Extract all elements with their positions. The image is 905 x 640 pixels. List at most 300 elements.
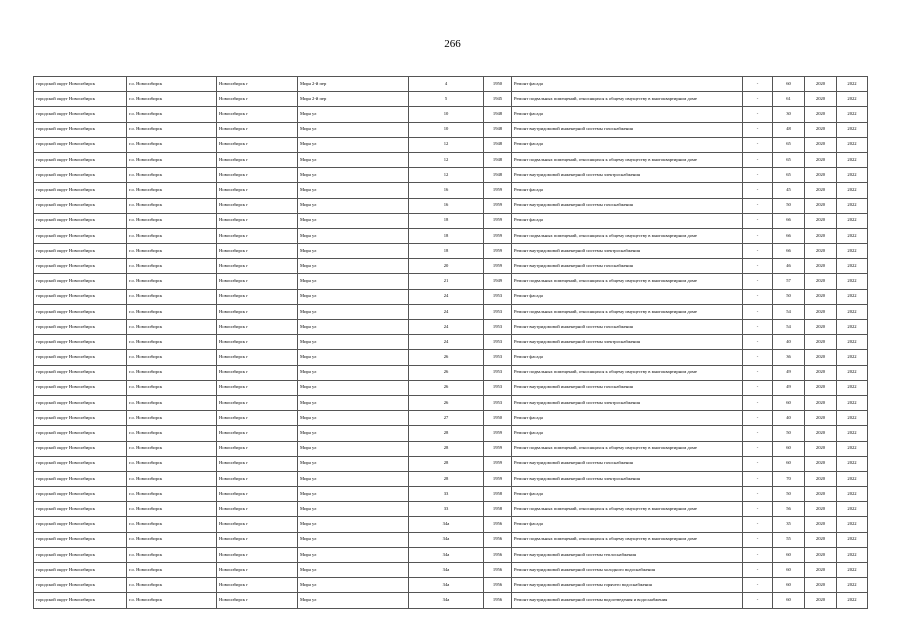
- work-type-cell: Ремонт фасада: [512, 137, 743, 152]
- street-cell: Мира ул: [298, 456, 409, 471]
- start-year-cell: 2020: [805, 578, 837, 593]
- work-type-cell: Ремонт подвальных помещений, относящихся к общему имуществу в многоквартирном доме: [512, 502, 743, 517]
- street-cell: Мира ул: [298, 320, 409, 335]
- table-row: [34, 320, 868, 335]
- municipality-cell: городской округ Новосибирск: [34, 487, 127, 502]
- city-cell: Новосибирск г: [217, 426, 298, 441]
- city-cell: Новосибирск г: [217, 578, 298, 593]
- year-built-cell: 1959: [484, 213, 512, 228]
- street-cell: Мира ул: [298, 411, 409, 426]
- start-year-cell: 2020: [805, 259, 837, 274]
- house-number-cell: 26: [409, 380, 484, 395]
- table-row: [34, 335, 868, 350]
- start-year-cell: 2020: [805, 289, 837, 304]
- house-number-cell: 34а: [409, 593, 484, 608]
- district-cell: г.о. Новосибирск: [127, 137, 217, 152]
- dash-cell: -: [743, 183, 773, 198]
- municipality-cell: городской округ Новосибирск: [34, 471, 127, 486]
- end-year-cell: 2022: [837, 487, 868, 502]
- district-cell: г.о. Новосибирск: [127, 380, 217, 395]
- street-cell: Мира ул: [298, 517, 409, 532]
- cost-cell: 55: [773, 532, 805, 547]
- table-row: [34, 289, 868, 304]
- work-type-cell: Ремонт подвальных помещений, относящихся к общему имуществу в многоквартирном доме: [512, 274, 743, 289]
- city-cell: Новосибирск г: [217, 137, 298, 152]
- city-cell: Новосибирск г: [217, 244, 298, 259]
- house-number-cell: 28: [409, 456, 484, 471]
- district-cell: г.о. Новосибирск: [127, 350, 217, 365]
- house-number-cell: 16: [409, 183, 484, 198]
- page-number: 266: [444, 38, 461, 50]
- table-row: [34, 395, 868, 410]
- district-cell: г.о. Новосибирск: [127, 395, 217, 410]
- year-built-cell: 1956: [484, 563, 512, 578]
- cost-cell: 61: [773, 92, 805, 107]
- end-year-cell: 2022: [837, 547, 868, 562]
- street-cell: Мира ул: [298, 168, 409, 183]
- street-cell: Мира ул: [298, 547, 409, 562]
- street-cell: Мира ул: [298, 183, 409, 198]
- house-number-cell: 34а: [409, 578, 484, 593]
- start-year-cell: 2020: [805, 320, 837, 335]
- cost-cell: 56: [773, 502, 805, 517]
- dash-cell: -: [743, 411, 773, 426]
- start-year-cell: 2020: [805, 517, 837, 532]
- end-year-cell: 2022: [837, 456, 868, 471]
- district-cell: г.о. Новосибирск: [127, 502, 217, 517]
- district-cell: г.о. Новосибирск: [127, 304, 217, 319]
- house-number-cell: 12: [409, 152, 484, 167]
- work-type-cell: Ремонт фасада: [512, 411, 743, 426]
- end-year-cell: 2022: [837, 441, 868, 456]
- district-cell: г.о. Новосибирск: [127, 471, 217, 486]
- municipality-cell: городской округ Новосибирск: [34, 593, 127, 608]
- end-year-cell: 2022: [837, 502, 868, 517]
- dash-cell: -: [743, 304, 773, 319]
- street-cell: Мира ул: [298, 244, 409, 259]
- cost-cell: 57: [773, 274, 805, 289]
- municipality-cell: городской округ Новосибирск: [34, 77, 127, 92]
- work-type-cell: Ремонт внутридомовой инженерной системы электроснабжения: [512, 335, 743, 350]
- table-row: [34, 471, 868, 486]
- city-cell: Новосибирск г: [217, 547, 298, 562]
- district-cell: г.о. Новосибирск: [127, 335, 217, 350]
- cost-cell: 35: [773, 517, 805, 532]
- table-row: [34, 137, 868, 152]
- municipality-cell: городской округ Новосибирск: [34, 441, 127, 456]
- city-cell: Новосибирск г: [217, 350, 298, 365]
- city-cell: Новосибирск г: [217, 441, 298, 456]
- house-number-cell: 26: [409, 350, 484, 365]
- street-cell: Мира ул: [298, 426, 409, 441]
- district-cell: г.о. Новосибирск: [127, 547, 217, 562]
- end-year-cell: 2022: [837, 213, 868, 228]
- municipality-cell: городской округ Новосибирск: [34, 502, 127, 517]
- cost-cell: 49: [773, 380, 805, 395]
- end-year-cell: 2022: [837, 137, 868, 152]
- city-cell: Новосибирск г: [217, 456, 298, 471]
- year-built-cell: 1949: [484, 274, 512, 289]
- start-year-cell: 2020: [805, 547, 837, 562]
- start-year-cell: 2020: [805, 168, 837, 183]
- cost-cell: 46: [773, 259, 805, 274]
- work-type-cell: Ремонт внутридомовой инженерной системы электроснабжения: [512, 168, 743, 183]
- municipality-cell: городской округ Новосибирск: [34, 122, 127, 137]
- dash-cell: -: [743, 259, 773, 274]
- cost-cell: 66: [773, 213, 805, 228]
- end-year-cell: 2022: [837, 380, 868, 395]
- municipality-cell: городской округ Новосибирск: [34, 137, 127, 152]
- end-year-cell: 2022: [837, 350, 868, 365]
- year-built-cell: 1959: [484, 198, 512, 213]
- district-cell: г.о. Новосибирск: [127, 168, 217, 183]
- year-built-cell: 1956: [484, 532, 512, 547]
- end-year-cell: 2022: [837, 426, 868, 441]
- end-year-cell: 2022: [837, 365, 868, 380]
- house-number-cell: 16: [409, 198, 484, 213]
- municipality-cell: городской округ Новосибирск: [34, 259, 127, 274]
- street-cell: Мира ул: [298, 259, 409, 274]
- municipality-cell: городской округ Новосибирск: [34, 335, 127, 350]
- work-type-cell: Ремонт подвальных помещений, относящихся к общему имуществу в многоквартирном доме: [512, 365, 743, 380]
- end-year-cell: 2022: [837, 228, 868, 243]
- house-number-cell: 10: [409, 122, 484, 137]
- cost-cell: 50: [773, 487, 805, 502]
- cost-cell: 70: [773, 471, 805, 486]
- table-row: [34, 563, 868, 578]
- work-type-cell: Ремонт внутридомовой инженерной системы газоснабжения: [512, 198, 743, 213]
- year-built-cell: 1956: [484, 593, 512, 608]
- start-year-cell: 2020: [805, 350, 837, 365]
- city-cell: Новосибирск г: [217, 487, 298, 502]
- dash-cell: -: [743, 487, 773, 502]
- repair-schedule-table: [33, 76, 868, 609]
- start-year-cell: 2020: [805, 411, 837, 426]
- start-year-cell: 2020: [805, 274, 837, 289]
- city-cell: Новосибирск г: [217, 502, 298, 517]
- street-cell: Мира ул: [298, 335, 409, 350]
- cost-cell: 36: [773, 350, 805, 365]
- municipality-cell: городской округ Новосибирск: [34, 532, 127, 547]
- cost-cell: 60: [773, 395, 805, 410]
- district-cell: г.о. Новосибирск: [127, 411, 217, 426]
- end-year-cell: 2022: [837, 517, 868, 532]
- district-cell: г.о. Новосибирск: [127, 152, 217, 167]
- start-year-cell: 2020: [805, 122, 837, 137]
- street-cell: Мира ул: [298, 304, 409, 319]
- year-built-cell: 1948: [484, 168, 512, 183]
- house-number-cell: 28: [409, 471, 484, 486]
- district-cell: г.о. Новосибирск: [127, 426, 217, 441]
- house-number-cell: 26: [409, 395, 484, 410]
- end-year-cell: 2022: [837, 198, 868, 213]
- municipality-cell: городской округ Новосибирск: [34, 183, 127, 198]
- house-number-cell: 33: [409, 487, 484, 502]
- house-number-cell: 18: [409, 213, 484, 228]
- city-cell: Новосибирск г: [217, 532, 298, 547]
- table-row: [34, 183, 868, 198]
- street-cell: Мира ул: [298, 213, 409, 228]
- municipality-cell: городской округ Новосибирск: [34, 244, 127, 259]
- street-cell: Мира ул: [298, 365, 409, 380]
- street-cell: Мира ул: [298, 380, 409, 395]
- cost-cell: 40: [773, 335, 805, 350]
- start-year-cell: 2020: [805, 441, 837, 456]
- end-year-cell: 2022: [837, 320, 868, 335]
- work-type-cell: Ремонт внутридомовой инженерной системы холодного водоснабжения: [512, 563, 743, 578]
- dash-cell: -: [743, 441, 773, 456]
- start-year-cell: 2020: [805, 426, 837, 441]
- municipality-cell: городской округ Новосибирск: [34, 411, 127, 426]
- dash-cell: -: [743, 107, 773, 122]
- city-cell: Новосибирск г: [217, 274, 298, 289]
- district-cell: г.о. Новосибирск: [127, 213, 217, 228]
- year-built-cell: 1959: [484, 426, 512, 441]
- city-cell: Новосибирск г: [217, 289, 298, 304]
- work-type-cell: Ремонт подвальных помещений, относящихся к общему имуществу в многоквартирном доме: [512, 92, 743, 107]
- city-cell: Новосибирск г: [217, 563, 298, 578]
- work-type-cell: Ремонт фасада: [512, 213, 743, 228]
- year-built-cell: 1959: [484, 456, 512, 471]
- house-number-cell: 24: [409, 304, 484, 319]
- street-cell: Мира ул: [298, 487, 409, 502]
- year-built-cell: 1956: [484, 578, 512, 593]
- year-built-cell: 1956: [484, 547, 512, 562]
- street-cell: Мира 2-й пер: [298, 77, 409, 92]
- street-cell: Мира ул: [298, 137, 409, 152]
- house-number-cell: 18: [409, 228, 484, 243]
- cost-cell: 60: [773, 456, 805, 471]
- district-cell: г.о. Новосибирск: [127, 532, 217, 547]
- municipality-cell: городской округ Новосибирск: [34, 92, 127, 107]
- work-type-cell: Ремонт внутридомовой инженерной системы газоснабжения: [512, 122, 743, 137]
- district-cell: г.о. Новосибирск: [127, 593, 217, 608]
- table-row: [34, 411, 868, 426]
- cost-cell: 60: [773, 547, 805, 562]
- cost-cell: 48: [773, 122, 805, 137]
- house-number-cell: 27: [409, 411, 484, 426]
- work-type-cell: Ремонт фасада: [512, 517, 743, 532]
- dash-cell: -: [743, 168, 773, 183]
- start-year-cell: 2020: [805, 380, 837, 395]
- table-row: [34, 547, 868, 562]
- municipality-cell: городской округ Новосибирск: [34, 213, 127, 228]
- cost-cell: 50: [773, 289, 805, 304]
- municipality-cell: городской округ Новосибирск: [34, 107, 127, 122]
- district-cell: г.о. Новосибирск: [127, 228, 217, 243]
- year-built-cell: 1959: [484, 441, 512, 456]
- district-cell: г.о. Новосибирск: [127, 320, 217, 335]
- end-year-cell: 2022: [837, 411, 868, 426]
- start-year-cell: 2020: [805, 228, 837, 243]
- city-cell: Новосибирск г: [217, 168, 298, 183]
- city-cell: Новосибирск г: [217, 152, 298, 167]
- dash-cell: -: [743, 228, 773, 243]
- work-type-cell: Ремонт внутридомовой инженерной системы газоснабжения: [512, 380, 743, 395]
- work-type-cell: Ремонт фасада: [512, 183, 743, 198]
- city-cell: Новосибирск г: [217, 395, 298, 410]
- year-built-cell: 1959: [484, 244, 512, 259]
- district-cell: г.о. Новосибирск: [127, 289, 217, 304]
- district-cell: г.о. Новосибирск: [127, 198, 217, 213]
- street-cell: Мира ул: [298, 122, 409, 137]
- municipality-cell: городской округ Новосибирск: [34, 228, 127, 243]
- year-built-cell: 1945: [484, 92, 512, 107]
- table-row: [34, 77, 868, 92]
- year-built-cell: 1948: [484, 137, 512, 152]
- cost-cell: 50: [773, 426, 805, 441]
- cost-cell: 60: [773, 441, 805, 456]
- street-cell: Мира ул: [298, 593, 409, 608]
- district-cell: г.о. Новосибирск: [127, 441, 217, 456]
- end-year-cell: 2022: [837, 289, 868, 304]
- cost-cell: 65: [773, 152, 805, 167]
- start-year-cell: 2020: [805, 152, 837, 167]
- cost-cell: 60: [773, 77, 805, 92]
- table-body: [34, 77, 868, 609]
- table-row: [34, 168, 868, 183]
- city-cell: Новосибирск г: [217, 77, 298, 92]
- work-type-cell: Ремонт внутридомовой инженерной системы газоснабжения: [512, 259, 743, 274]
- city-cell: Новосибирск г: [217, 365, 298, 380]
- year-built-cell: 1953: [484, 335, 512, 350]
- table-row: [34, 487, 868, 502]
- cost-cell: 49: [773, 365, 805, 380]
- dash-cell: -: [743, 365, 773, 380]
- work-type-cell: Ремонт подвальных помещений, относящихся к общему имуществу в многоквартирном доме: [512, 152, 743, 167]
- street-cell: Мира ул: [298, 395, 409, 410]
- street-cell: Мира ул: [298, 441, 409, 456]
- table-row: [34, 380, 868, 395]
- end-year-cell: 2022: [837, 395, 868, 410]
- work-type-cell: Ремонт внутридомовой инженерной системы теплоснабжения: [512, 547, 743, 562]
- year-built-cell: 1959: [484, 471, 512, 486]
- dash-cell: -: [743, 335, 773, 350]
- dash-cell: -: [743, 152, 773, 167]
- district-cell: г.о. Новосибирск: [127, 517, 217, 532]
- district-cell: г.о. Новосибирск: [127, 563, 217, 578]
- end-year-cell: 2022: [837, 168, 868, 183]
- cost-cell: 65: [773, 137, 805, 152]
- work-type-cell: Ремонт внутридомовой инженерной системы электроснабжения: [512, 471, 743, 486]
- dash-cell: -: [743, 77, 773, 92]
- dash-cell: -: [743, 426, 773, 441]
- city-cell: Новосибирск г: [217, 122, 298, 137]
- start-year-cell: 2020: [805, 213, 837, 228]
- dash-cell: -: [743, 547, 773, 562]
- start-year-cell: 2020: [805, 593, 837, 608]
- district-cell: г.о. Новосибирск: [127, 244, 217, 259]
- start-year-cell: 2020: [805, 198, 837, 213]
- end-year-cell: 2022: [837, 77, 868, 92]
- year-built-cell: 1950: [484, 411, 512, 426]
- table-row: [34, 502, 868, 517]
- street-cell: Мира ул: [298, 274, 409, 289]
- work-type-cell: Ремонт фасада: [512, 350, 743, 365]
- work-type-cell: Ремонт внутридомовой инженерной системы водоотведения и водоснабжения: [512, 593, 743, 608]
- municipality-cell: городской округ Новосибирск: [34, 547, 127, 562]
- table-row: [34, 198, 868, 213]
- start-year-cell: 2020: [805, 365, 837, 380]
- table-row: [34, 213, 868, 228]
- cost-cell: 60: [773, 578, 805, 593]
- start-year-cell: 2020: [805, 395, 837, 410]
- year-built-cell: 1959: [484, 259, 512, 274]
- year-built-cell: 1953: [484, 289, 512, 304]
- end-year-cell: 2022: [837, 335, 868, 350]
- municipality-cell: городской округ Новосибирск: [34, 395, 127, 410]
- street-cell: Мира ул: [298, 228, 409, 243]
- house-number-cell: 4: [409, 77, 484, 92]
- city-cell: Новосибирск г: [217, 517, 298, 532]
- start-year-cell: 2020: [805, 77, 837, 92]
- dash-cell: -: [743, 213, 773, 228]
- city-cell: Новосибирск г: [217, 198, 298, 213]
- city-cell: Новосибирск г: [217, 228, 298, 243]
- municipality-cell: городской округ Новосибирск: [34, 304, 127, 319]
- street-cell: Мира ул: [298, 198, 409, 213]
- year-built-cell: 1953: [484, 395, 512, 410]
- table-row: [34, 593, 868, 608]
- district-cell: г.о. Новосибирск: [127, 122, 217, 137]
- year-built-cell: 1958: [484, 487, 512, 502]
- start-year-cell: 2020: [805, 183, 837, 198]
- table-row: [34, 122, 868, 137]
- dash-cell: -: [743, 593, 773, 608]
- start-year-cell: 2020: [805, 107, 837, 122]
- year-built-cell: 1959: [484, 228, 512, 243]
- house-number-cell: 24: [409, 289, 484, 304]
- city-cell: Новосибирск г: [217, 335, 298, 350]
- cost-cell: 60: [773, 563, 805, 578]
- cost-cell: 66: [773, 244, 805, 259]
- table-row: [34, 244, 868, 259]
- city-cell: Новосибирск г: [217, 593, 298, 608]
- house-number-cell: 24: [409, 320, 484, 335]
- end-year-cell: 2022: [837, 152, 868, 167]
- house-number-cell: 24: [409, 335, 484, 350]
- year-built-cell: 1953: [484, 350, 512, 365]
- street-cell: Мира ул: [298, 152, 409, 167]
- cost-cell: 65: [773, 168, 805, 183]
- year-built-cell: 1948: [484, 107, 512, 122]
- house-number-cell: 28: [409, 426, 484, 441]
- street-cell: Мира ул: [298, 563, 409, 578]
- work-type-cell: Ремонт внутридомовой инженерной системы электроснабжения: [512, 244, 743, 259]
- end-year-cell: 2022: [837, 471, 868, 486]
- table-row: [34, 517, 868, 532]
- end-year-cell: 2022: [837, 107, 868, 122]
- city-cell: Новосибирск г: [217, 259, 298, 274]
- dash-cell: -: [743, 92, 773, 107]
- house-number-cell: 34а: [409, 547, 484, 562]
- table-row: [34, 107, 868, 122]
- end-year-cell: 2022: [837, 304, 868, 319]
- municipality-cell: городской округ Новосибирск: [34, 350, 127, 365]
- municipality-cell: городской округ Новосибирск: [34, 168, 127, 183]
- end-year-cell: 2022: [837, 274, 868, 289]
- city-cell: Новосибирск г: [217, 213, 298, 228]
- house-number-cell: 5: [409, 92, 484, 107]
- cost-cell: 60: [773, 593, 805, 608]
- cost-cell: 66: [773, 228, 805, 243]
- street-cell: Мира ул: [298, 532, 409, 547]
- dash-cell: -: [743, 122, 773, 137]
- city-cell: Новосибирск г: [217, 92, 298, 107]
- district-cell: г.о. Новосибирск: [127, 578, 217, 593]
- year-built-cell: 1948: [484, 122, 512, 137]
- start-year-cell: 2020: [805, 92, 837, 107]
